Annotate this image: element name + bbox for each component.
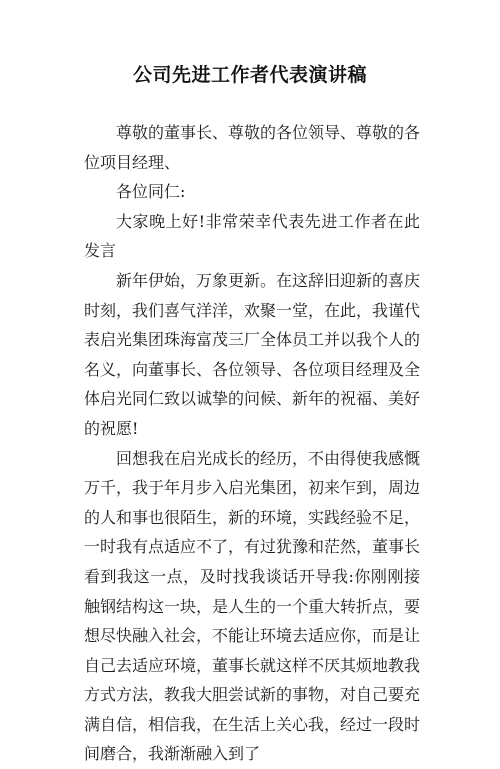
paragraph-recollection: 回想我在启光成长的经历，不由得使我感慨万千，我于年月步入启光集团，初来乍到，周边的人和事也很陌生，新的环境，实践经验不足，一时我有点适应不了，有过犹豫和茫然，董事长看到我这一点，及时找我谈话开导我:你刚刚接触钢结构这一块，是人生的一个重大转折点，要想尽快融入社会，不能让环境去适应你，而是让自己去适应环境，董事长就这样不厌其烦地教我方式方法，教我大胆尝试新的事物，对自己要充满自信，相信我，在生活上关心我，经过一段时间磨合，我渐渐融入到了 (84, 448, 421, 764)
paragraph-greeting: 大家晚上好!非常荣幸代表先进工作者在此发言 (84, 211, 420, 261)
document-body (84, 118, 420, 769)
paragraph-salutation: 尊敬的董事长、尊敬的各位领导、尊敬的各位项目经理、 (84, 123, 421, 172)
paragraph-colleagues: 各位同仁: (116, 182, 186, 202)
paragraph-new-year: 新年伊始，万象更新。在这辞旧迎新的喜庆时刻，我们喜气洋洋，欢聚一堂，在此，我谨代表启光集团珠海富茂三厂全体员工并以我个人的名义，向董事长、各位领导、各位项目经理及全体启光同仁致以诚挚的问候、新年的祝福、美好的祝愿! (84, 270, 421, 438)
document-title: 公司先进工作者代表演讲稿 (132, 64, 367, 86)
